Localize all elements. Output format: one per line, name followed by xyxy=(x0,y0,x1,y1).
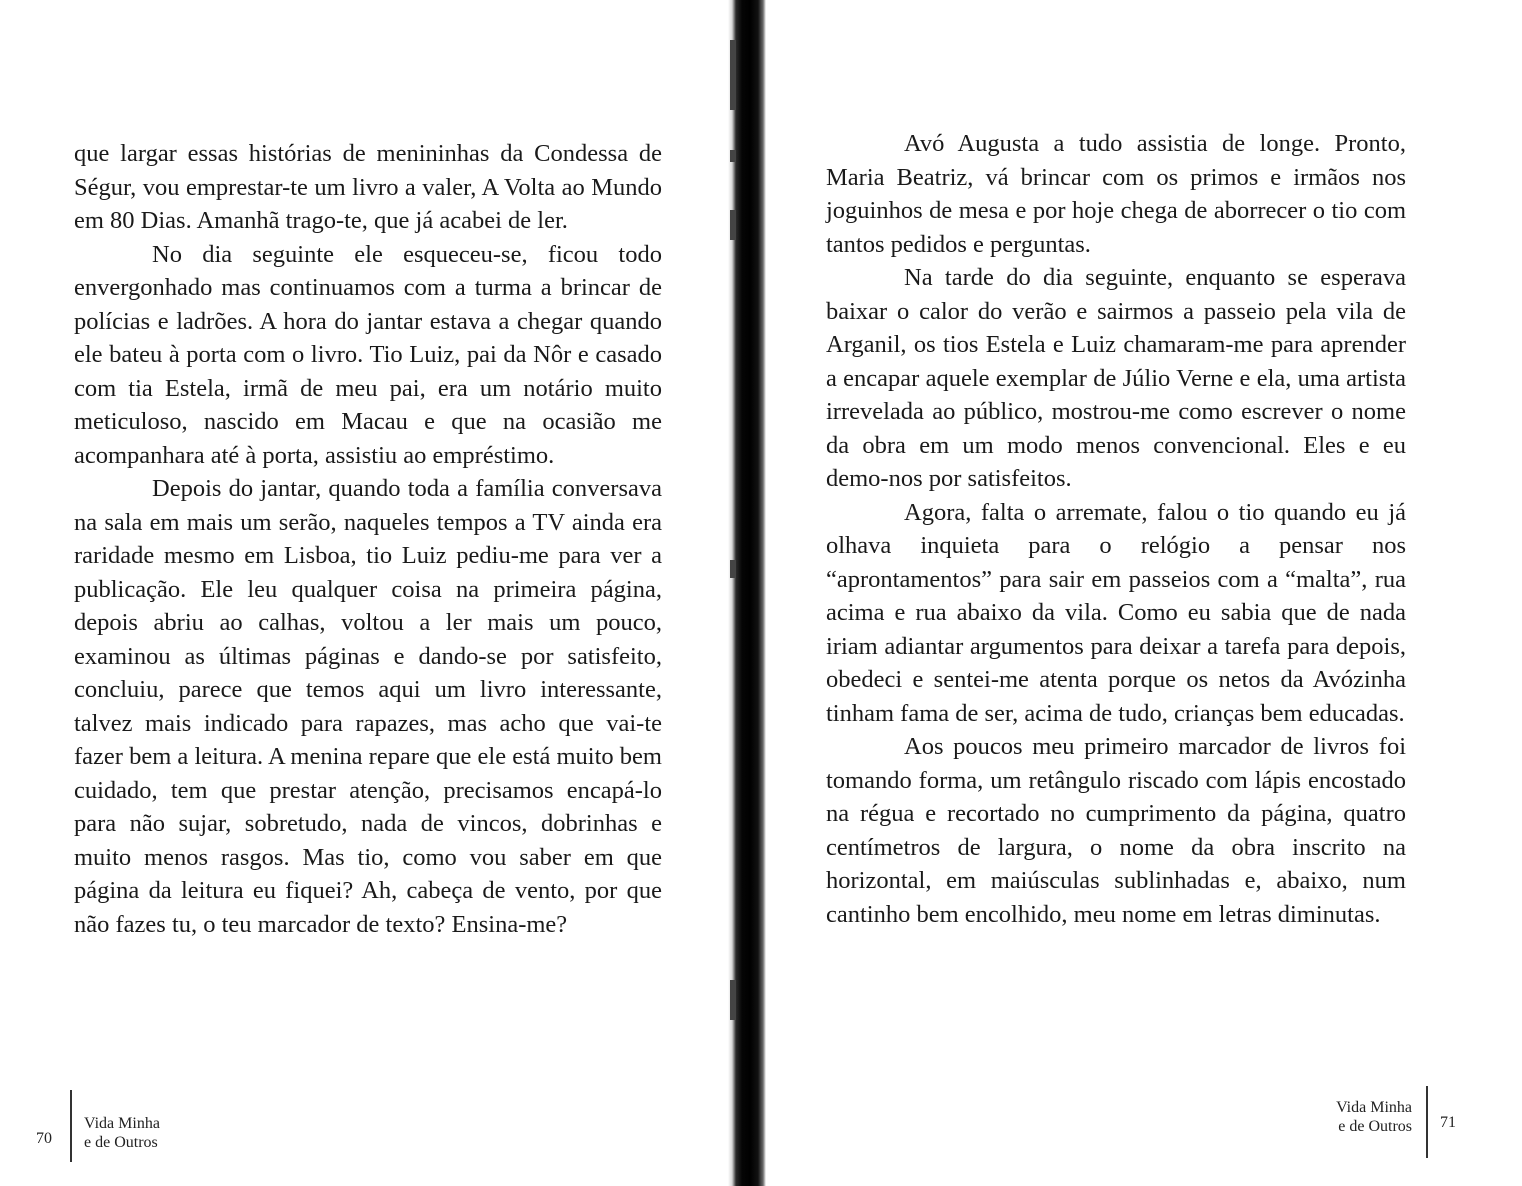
right-paragraph-3: Agora, falta o arremate, falou o tio quando eu já olhava inquieta para o relógio a pensar nos “aprontamentos” para sair em passeios com a “malta”, rua acima e rua abaixo da vila. Como eu sabia que de nada iriam adiantar argumentos para deixar a tarefa para depois, obedeci e sentei-me atenta porque os netos da Avózinha tinham fama de ser, acima de tudo, crianças bem educadas. xyxy=(826,498,1406,727)
book-gutter-shadow xyxy=(728,0,766,1186)
left-paragraph-3: Depois do jantar, quando toda a família conversava na sala em mais um serão, naqueles tempos a TV ainda era raridade mesmo em Lisboa, tio Luiz pediu-me para ver a publicação. Ele leu qualquer coisa na primeira página, depois abriu ao calhas, voltou a ler mais um pouco, examinou as últimas páginas e dando-se por satisfeito, concluiu, parece que temos aqui um livro interessante, talvez mais indicado para rapazes, mas acho que vai-te fazer bem a leitura. A menina repare que ele está muito bem cuidado, tem que prestar atenção, precisamos encapá-lo para não sujar, sobretudo, nada de vincos, dobrinhas e muito menos rasgos. Mas tio, como vou saber em que página da leitura eu fiquei? Ah, cabeça de vento, por que não fazes tu, o teu marcador de texto? Ensina-me? xyxy=(74,475,662,938)
gutter-speck xyxy=(730,980,736,1020)
right-footer-rule xyxy=(1426,1086,1428,1158)
right-paragraph-2: Na tarde do dia seguinte, enquanto se esperava baixar o calor do verão e sairmos a passeio pela vila de Arganil, os tios Estela e Luiz chamaram-me para aprender a encapar aquele exemplar de Júlio Verne e ela, uma artista irrevelada ao público, mostrou-me como escrever o nome da obra em um modo menos convencional. Eles e eu demo-nos por satisfeitos. xyxy=(826,264,1406,492)
left-footer-line-1: Vida Minha xyxy=(84,1115,160,1132)
right-paragraph-4: Aos poucos meu primeiro marcador de livros foi tomando forma, um retângulo riscado com lápis encostado na régua e recortado no cumprimento da página, quatro centímetros de largura, o nome da obra inscrito na horizontal, em maiúsculas sublinhadas e, abaixo, num cantinho bem encolhido, meu nome em letras diminutas. xyxy=(826,733,1406,928)
right-footer-line-1: Vida Minha xyxy=(1336,1099,1412,1116)
right-page-number: 71 xyxy=(1440,1114,1456,1131)
gutter-speck xyxy=(730,560,736,578)
gutter-speck xyxy=(730,40,736,110)
left-page xyxy=(0,0,726,1186)
left-page-number: 70 xyxy=(36,1130,52,1147)
right-page xyxy=(766,0,1522,1186)
gutter-speck xyxy=(730,210,736,240)
right-footer-line-2: e de Outros xyxy=(1338,1118,1412,1135)
left-paragraph-2: No dia seguinte ele esqueceu-se, ficou todo envergonhado mas continuamos com a turma a brincar de polícias e ladrões. A hora do jantar estava a chegar quando ele bateu à porta com o livro. Tio Luiz, pai da Nôr e casado com tia Estela, irmã de meu pai, era um notário muito meticuloso, nascido em Macau e que na ocasião me acompanhara até à porta, assistiu ao empréstimo. xyxy=(74,240,662,469)
gutter-speck xyxy=(730,150,736,162)
right-paragraph-1: Avó Augusta a tudo assistia de longe. Pronto, Maria Beatriz, vá brincar com os primos e irmãos nos joguinhos de mesa e por hoje chega de aborrecer o tio com tantos pedidos e perguntas. xyxy=(826,130,1406,258)
left-running-footer xyxy=(84,1114,160,1152)
left-footer-line-2: e de Outros xyxy=(84,1134,158,1151)
left-footer-rule xyxy=(70,1090,72,1162)
right-running-footer xyxy=(1278,1098,1412,1136)
left-paragraph-1: que largar essas histórias de menininhas da Condessa de Ségur, vou emprestar-te um livro a valer, A Volta ao Mundo em 80 Dias. Amanhã trago-te, que já acabei de ler. xyxy=(74,140,662,234)
left-page-body xyxy=(74,137,662,941)
right-page-body xyxy=(826,127,1406,931)
